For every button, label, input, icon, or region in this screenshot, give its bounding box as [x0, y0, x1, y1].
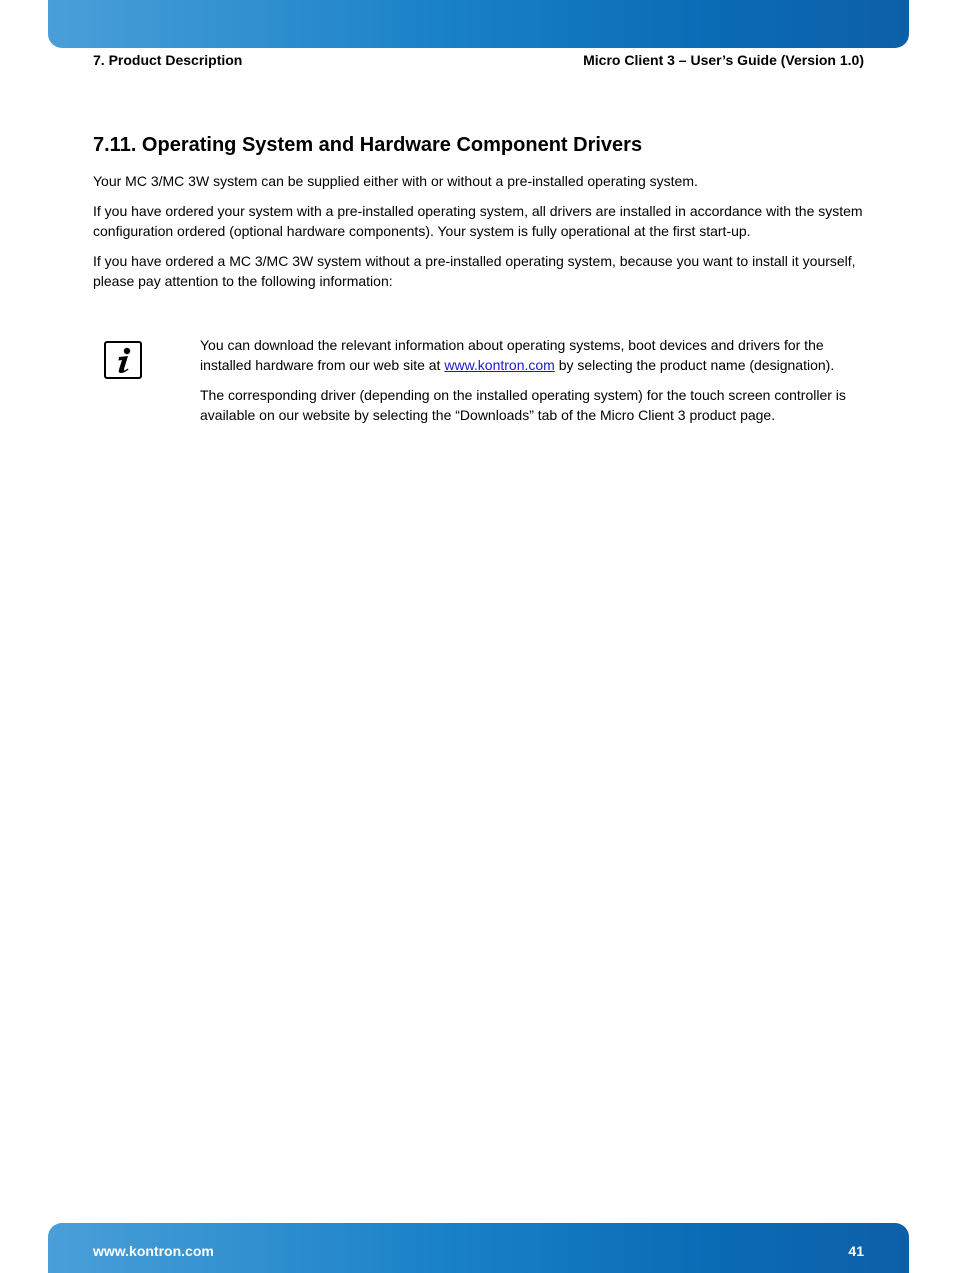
note-paragraph-1: [200, 335, 868, 375]
paragraph-2: If you have ordered your system with a pre-installed operating system, all drivers are installed in accordance with the system configuration ordered (optional hardware components). Your system is fully operational at the first start-up.: [93, 203, 863, 239]
note-text-after: by selecting the product name (designation).: [554, 357, 835, 373]
note-paragraph-2: The corresponding driver (depending on the installed operating system) for the touch screen controller is available on our website by selecting the “Downloads” tab of the Micro Client 3 product page.: [200, 387, 846, 423]
note-text-before: You can download the relevant information about operating systems, boot devices and drivers for the installed hardware from our web site at: [200, 337, 824, 373]
chapter-label: 7. Product Description: [93, 52, 243, 68]
section-title: 7.11. Operating System and Hardware Component Drivers: [93, 134, 643, 156]
header-band: [48, 0, 909, 48]
paragraph-1: Your MC 3/MC 3W system can be supplied either with or without a pre-installed operating system.: [93, 173, 698, 189]
page-number: 41: [848, 1243, 864, 1259]
footer-url: www.kontron.com: [93, 1243, 214, 1259]
info-icon: [104, 341, 142, 379]
guide-title: Micro Client 3 – User’s Guide (Version 1.0): [583, 52, 864, 68]
paragraph-3: If you have ordered a MC 3/MC 3W system without a pre-installed operating system, because you want to install it yourself, please pay attention to the following information:: [93, 253, 856, 289]
kontron-link[interactable]: www.kontron.com: [444, 357, 555, 373]
